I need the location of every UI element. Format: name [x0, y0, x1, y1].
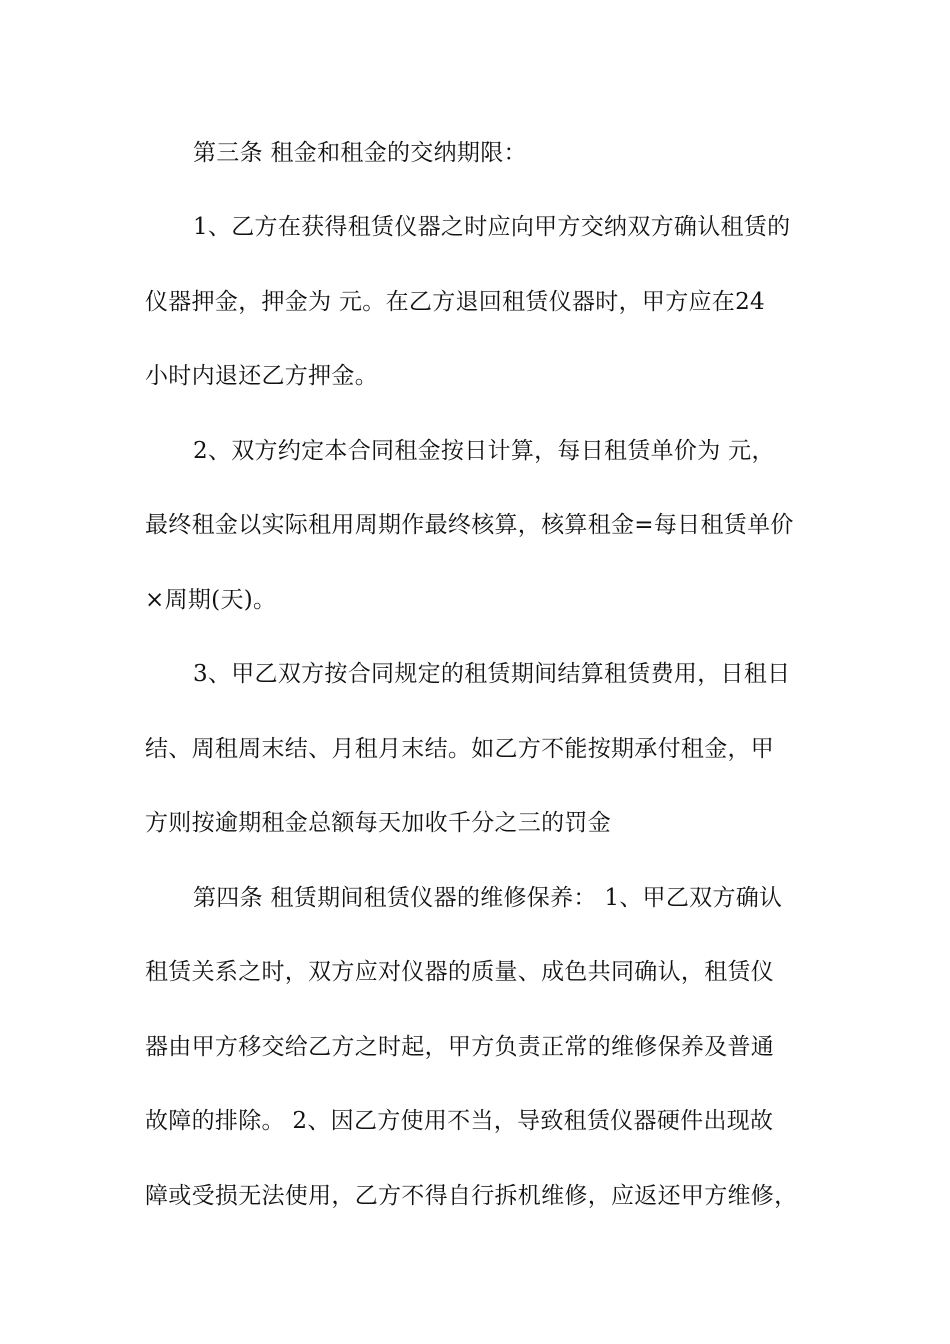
paragraph-line: 结、周租周末结、月租月末结。如乙方不能按期承付租金，甲	[145, 736, 775, 762]
paragraph-line: 3、甲乙双方按合同规定的租赁期间结算租赁费用，日租日	[193, 661, 791, 687]
paragraph-line: 小时内退还乙方押金。	[145, 363, 378, 389]
paragraph-line: 器由甲方移交给乙方之时起，甲方负责正常的维修保养及普通	[145, 1034, 775, 1060]
paragraph-line: 障或受损无法使用，乙方不得自行拆机维修，应返还甲方维修，	[145, 1183, 798, 1209]
paragraph-line: 2、双方约定本合同租金按日计算，每日租赁单价为 元，	[193, 438, 775, 464]
paragraph-line: ×周期(天)。	[145, 587, 277, 613]
article-4-heading: 第四条 租赁期间租赁仪器的维修保养： 1、甲乙双方确认	[193, 885, 783, 911]
paragraph-line: 方则按逾期租金总额每天加收千分之三的罚金	[145, 810, 611, 836]
article-3-heading: 第三条 租金和租金的交纳期限：	[193, 140, 527, 166]
paragraph-line: 仪器押金，押金为 元。在乙方退回租赁仪器时，甲方应在24	[145, 289, 765, 315]
paragraph-line: 1、乙方在获得租赁仪器之时应向甲方交纳双方确认租赁的	[193, 214, 791, 240]
paragraph-line: 故障的排除。 2、因乙方使用不当，导致租赁仪器硬件出现故	[145, 1108, 774, 1134]
paragraph-line: 最终租金以实际租用周期作最终核算，核算租金=每日租赁单价	[145, 512, 794, 538]
paragraph-line: 租赁关系之时，双方应对仪器的质量、成色共同确认，租赁仪	[145, 959, 775, 985]
